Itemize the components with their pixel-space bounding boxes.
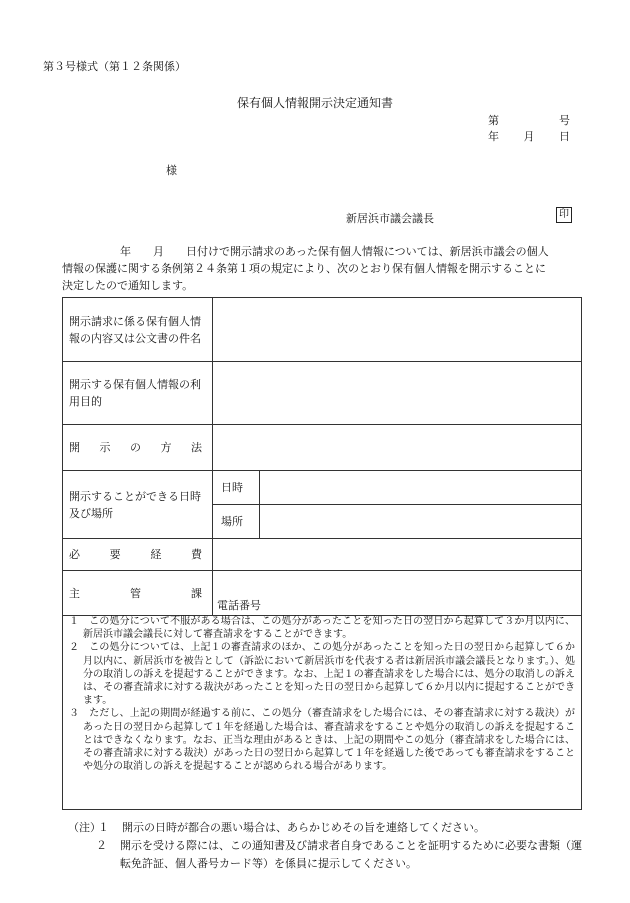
phone-label: 電話番号 [217, 599, 261, 612]
content-value[interactable] [213, 298, 582, 362]
date-month: 月 [523, 130, 535, 143]
content-label: 開示請求に係る保有個人情報の内容又は公文書の件名 [63, 298, 213, 362]
purpose-value[interactable] [213, 362, 582, 425]
document-date [488, 128, 570, 144]
note-item: ３ ただし、上記の期間が経過する前に、この処分（審査請求をした場合には、その審査請求に対する裁決）があった日の翌日から起算して１年を経過した場合は、審査請求をすることや処分の取消しの訴えを提起することはできなくなります。なお、正当な理由があるときは、上記の期間やこの処分（審査請求をした場合には、その審査請求に対する裁決）があった日の翌日から起算して１年を経過した後であっても審査請求をすることや処分の取消しの訴えを提起することが認められる場合があります。 [69, 708, 575, 773]
cost-label: 必 要 経 費 [63, 539, 213, 571]
table-row [63, 539, 582, 571]
document-number [488, 112, 570, 128]
datetime-value[interactable] [260, 471, 582, 505]
note-item: ２ この処分については、上記１の審査請求のほか、この処分があったことを知った日の翌日から起算して６か月以内に、新居浜市を被告として（訴訟において新居浜市を代表する者は新居浜市議会議長となります。）、処分の取消しの訴えを提起することができます。なお、上記１の審査請求をした場合には、処分の取消しの訴えは、その審査請求に対する裁決があったことを知った日の翌日から起算して６か月以内に提起することができます。 [69, 642, 575, 707]
remark-item-2: 開示を受ける際には、この通知書及び請求者自身であることを証明するために必要な書類（運転免許証、個人番号カード等）を係員に提示してください。 [120, 839, 582, 870]
method-value[interactable] [213, 425, 582, 471]
datetime-label: 日時 [213, 471, 260, 505]
table-row [63, 425, 582, 471]
note-item: １ この処分について不服がある場合は、この処分があったことを知った日の翌日から起算して３か月以内に、新居浜市議会議長に対して審査請求をすることができます。 [69, 616, 575, 641]
place-label: 場所 [213, 505, 260, 539]
table-row [63, 362, 582, 425]
remarks: （注） １ 開示の日時が都合の悪い場合は、あらかじめその旨を連絡してください。 ２ 開示を受ける際には、この通知書及び請求者自身であることを証明するために必要な書類（運転免許証、個人番号カード等）を係員に提示してください。 [68, 819, 588, 873]
datetime-place-label: 開示することができる日時及び場所 [63, 471, 213, 539]
datetime-place-cell [213, 471, 582, 539]
table-row [63, 571, 582, 616]
date-year: 年 [488, 130, 499, 143]
cost-value[interactable] [213, 539, 582, 571]
sender: 新居浜市議会議長 [346, 212, 434, 225]
department-label: 主 管 課 [63, 571, 213, 616]
table-row [63, 298, 582, 362]
body-text [62, 243, 584, 294]
remark-item-1: 開示の日時が都合の悪い場合は、あらかじめその旨を連絡してください。 [122, 821, 485, 834]
form-number: 第３号様式（第１２条関係） [43, 60, 186, 73]
body-line-3: 決定したので通知します。 [62, 279, 194, 292]
number-prefix: 第 [488, 114, 499, 127]
date-day: 日 [559, 130, 570, 143]
number-suffix: 号 [559, 114, 570, 127]
method-label: 開 示 の 方 法 [63, 425, 213, 471]
body-line-2: 情報の保護に関する条例第２４条第１項の規定により、次のとおり保有個人情報を開示することに [62, 262, 546, 275]
body-line-1: 年 月 日付けで開示請求のあった保有個人情報については、新居浜市議会の個人 [120, 245, 549, 258]
department-value[interactable] [213, 571, 582, 616]
document-title: 保有個人情報開示決定通知書 [236, 96, 393, 110]
disclosure-table [62, 297, 582, 616]
seal-mark: 印 [556, 207, 572, 223]
purpose-label: 開示する保有個人情報の利用目的 [63, 362, 213, 425]
appeal-notes [62, 614, 582, 810]
table-row [63, 471, 582, 539]
remarks-label: （注） [68, 821, 101, 834]
place-value[interactable] [260, 505, 582, 539]
recipient: 様 [166, 164, 177, 177]
